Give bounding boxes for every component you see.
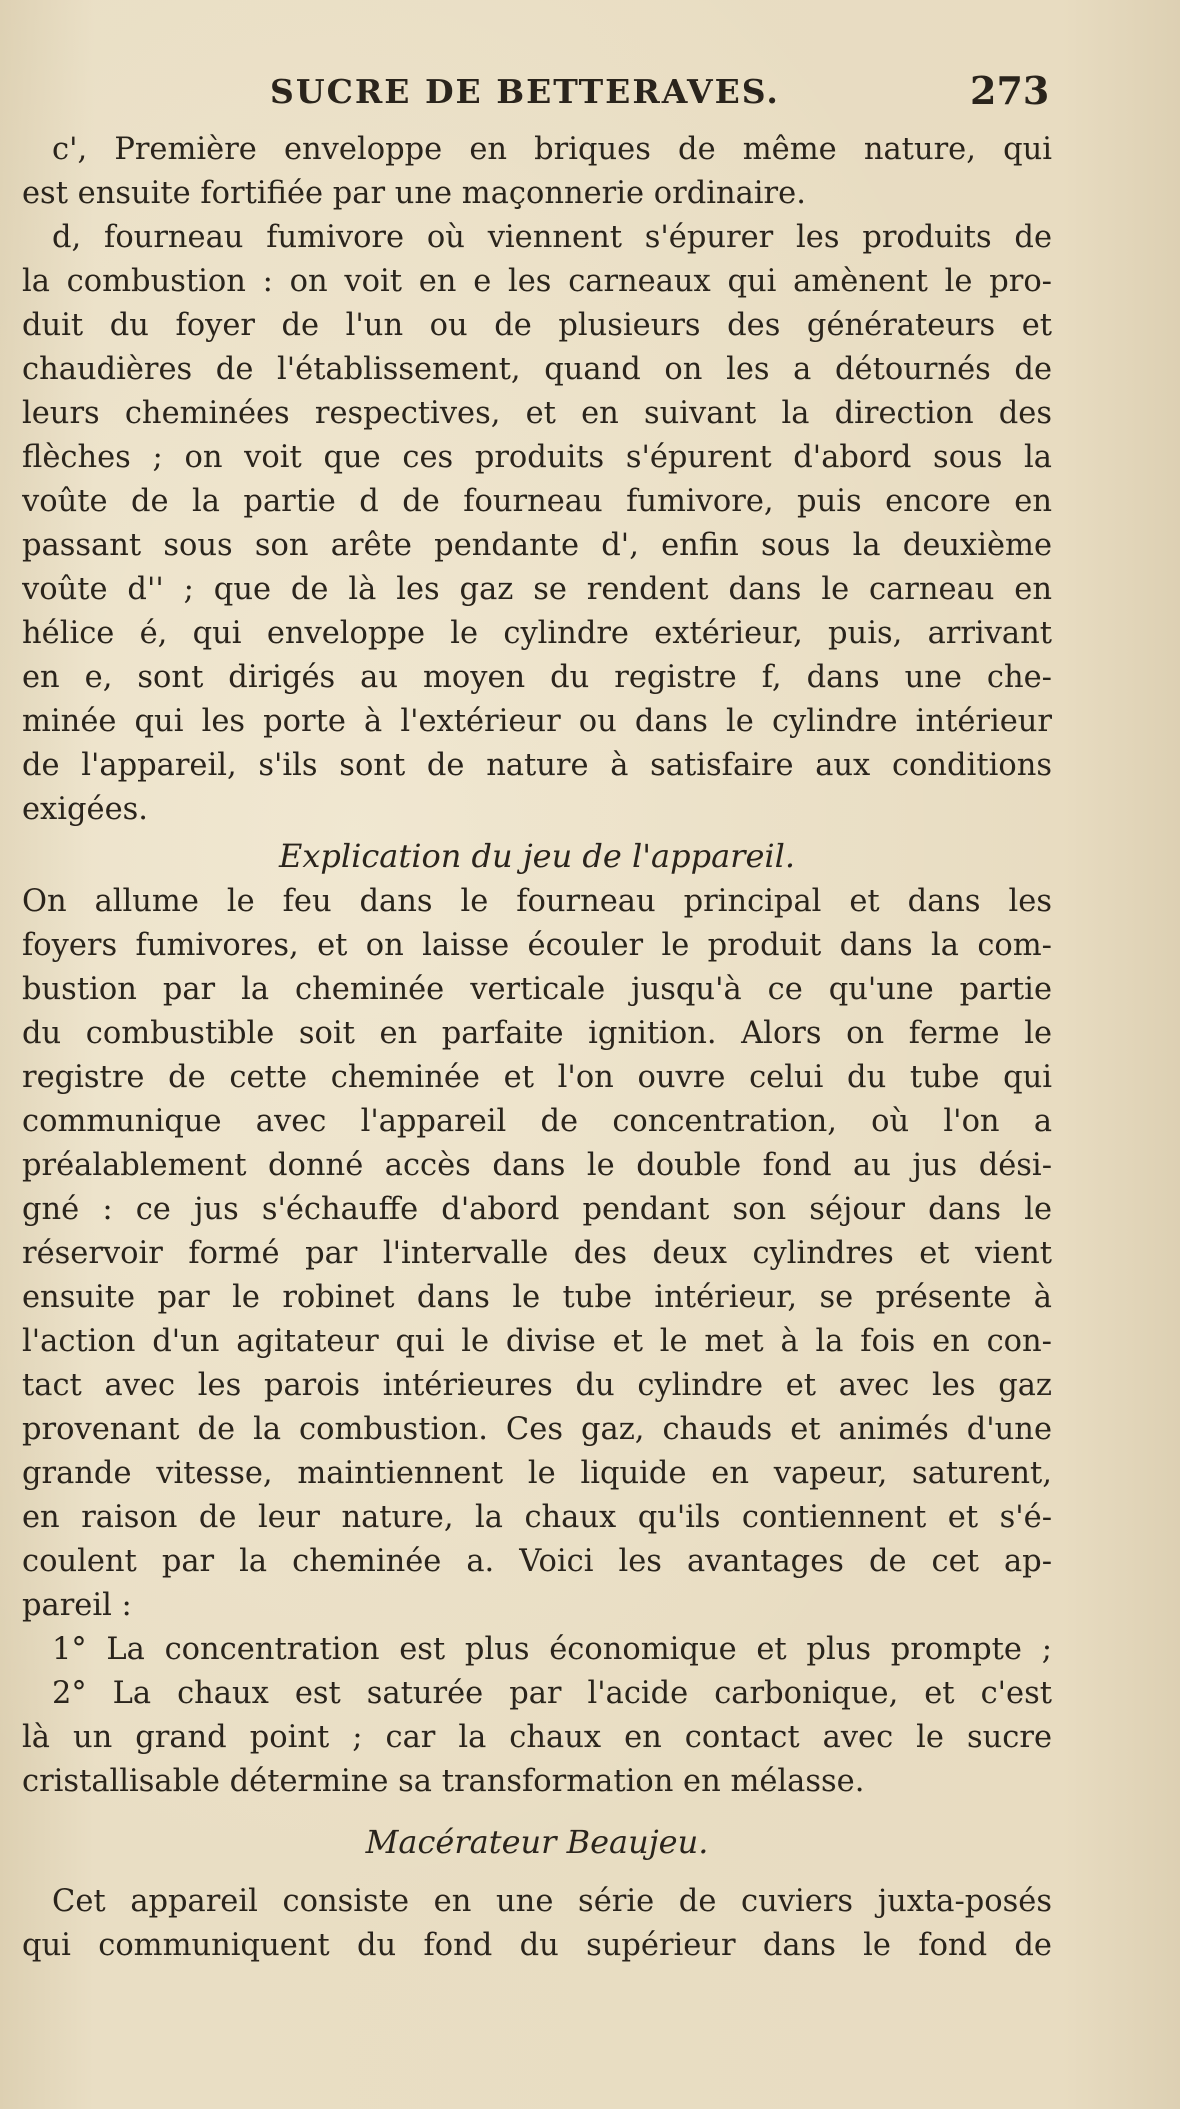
text-line: en e, sont dirigés au moyen du registre f, dans une che- [22, 660, 1052, 695]
list-item-advantage-2 [22, 1672, 1052, 1804]
text-line: 1° La concentration est plus économique et plus prompte ; [52, 1632, 1052, 1667]
text-line: chaudières de l'établissement, quand on les a détournés de [22, 352, 1052, 387]
text-line: hélice é, qui enveloppe le cylindre extérieur, puis, arrivant [22, 616, 1052, 651]
page-header [0, 68, 1180, 124]
running-title: SUCRE DE BETTERAVES. [270, 72, 780, 111]
text-line: du combustible soit en parfaite ignition. Alors on ferme le [22, 1016, 1052, 1051]
paragraph-smoke-furnace [22, 216, 1052, 832]
text-line: duit du foyer de l'un ou de plusieurs des générateurs et [22, 308, 1052, 343]
text-line: qui communiquent du fond du supérieur dans le fond de [22, 1928, 1052, 1963]
text-line: tact avec les parois intérieures du cylindre et avec les gaz [22, 1368, 1052, 1403]
text-line: communique avec l'appareil de concentration, où l'on a [22, 1104, 1052, 1139]
text-line: flèches ; on voit que ces produits s'épurent d'abord sous la [22, 440, 1052, 475]
text-line: voûte de la partie d de fourneau fumivore, puis encore en [22, 484, 1052, 519]
section-heading-explication: Explication du jeu de l'appareil. [278, 837, 796, 875]
text-line: exigées. [22, 792, 148, 827]
text-line: la combustion : on voit en e les carneaux qui amènent le pro- [22, 264, 1052, 299]
paragraph-first-envelope [22, 128, 1052, 216]
section-heading-macerateur: Macérateur Beaujeu. [365, 1823, 709, 1861]
text-line: 2° La chaux est saturée par l'acide carbonique, et c'est [52, 1676, 1052, 1711]
text-line: d, fourneau fumivore où viennent s'épurer les produits de [52, 220, 1052, 255]
text-line: registre de cette cheminée et l'on ouvre celui du tube qui [22, 1060, 1052, 1095]
text-line: voûte d'' ; que de là les gaz se rendent dans le carneau en [22, 572, 1052, 607]
paragraph-macerateur [22, 1880, 1052, 1968]
text-line: cristallisable détermine sa transformation en mélasse. [22, 1764, 865, 1799]
text-line: minée qui les porte à l'extérieur ou dans le cylindre intérieur [22, 704, 1052, 739]
text-line: l'action d'un agitateur qui le divise et le met à la fois en con- [22, 1324, 1052, 1359]
text-line: c', Première enveloppe en briques de même nature, qui [52, 132, 1052, 167]
text-line: foyers fumivores, et on laisse écouler le produit dans la com- [22, 928, 1052, 963]
spacer [22, 1804, 1052, 1818]
text-line: leurs cheminées respectives, et en suivant la direction des [22, 396, 1052, 431]
text-line: est ensuite fortifiée par une maçonnerie ordinaire. [22, 176, 806, 211]
paragraph-explication [22, 880, 1052, 1628]
text-line: bustion par la cheminée verticale jusqu'à ce qu'une partie [22, 972, 1052, 1007]
text-line: Cet appareil consiste en une série de cuviers juxta-posés [52, 1884, 1052, 1919]
text-line: passant sous son arête pendante d', enfin sous la deuxième [22, 528, 1052, 563]
text-line: là un grand point ; car la chaux en contact avec le sucre [22, 1720, 1052, 1755]
spacer [22, 1866, 1052, 1880]
text-line: grande vitesse, maintiennent le liquide en vapeur, saturent, [22, 1456, 1052, 1491]
page-body [22, 128, 1052, 1968]
text-line: gné : ce jus s'échauffe d'abord pendant son séjour dans le [22, 1192, 1052, 1227]
text-line: de l'appareil, s'ils sont de nature à satisfaire aux conditions [22, 748, 1052, 783]
text-line: en raison de leur nature, la chaux qu'ils contiennent et s'é- [22, 1500, 1052, 1535]
text-line: provenant de la combustion. Ces gaz, chauds et animés d'une [22, 1412, 1052, 1447]
text-line: On allume le feu dans le fourneau principal et dans les [22, 884, 1052, 919]
list-item-advantage-1 [22, 1628, 1052, 1672]
text-line: ensuite par le robinet dans le tube intérieur, se présente à [22, 1280, 1052, 1315]
text-line: coulent par la cheminée a. Voici les avantages de cet ap- [22, 1544, 1052, 1579]
text-line: préalablement donné accès dans le double fond au jus dési- [22, 1148, 1052, 1183]
text-line: pareil : [22, 1588, 132, 1623]
text-line: réservoir formé par l'intervalle des deux cylindres et vient [22, 1236, 1052, 1271]
page-number: 273 [970, 68, 1050, 113]
